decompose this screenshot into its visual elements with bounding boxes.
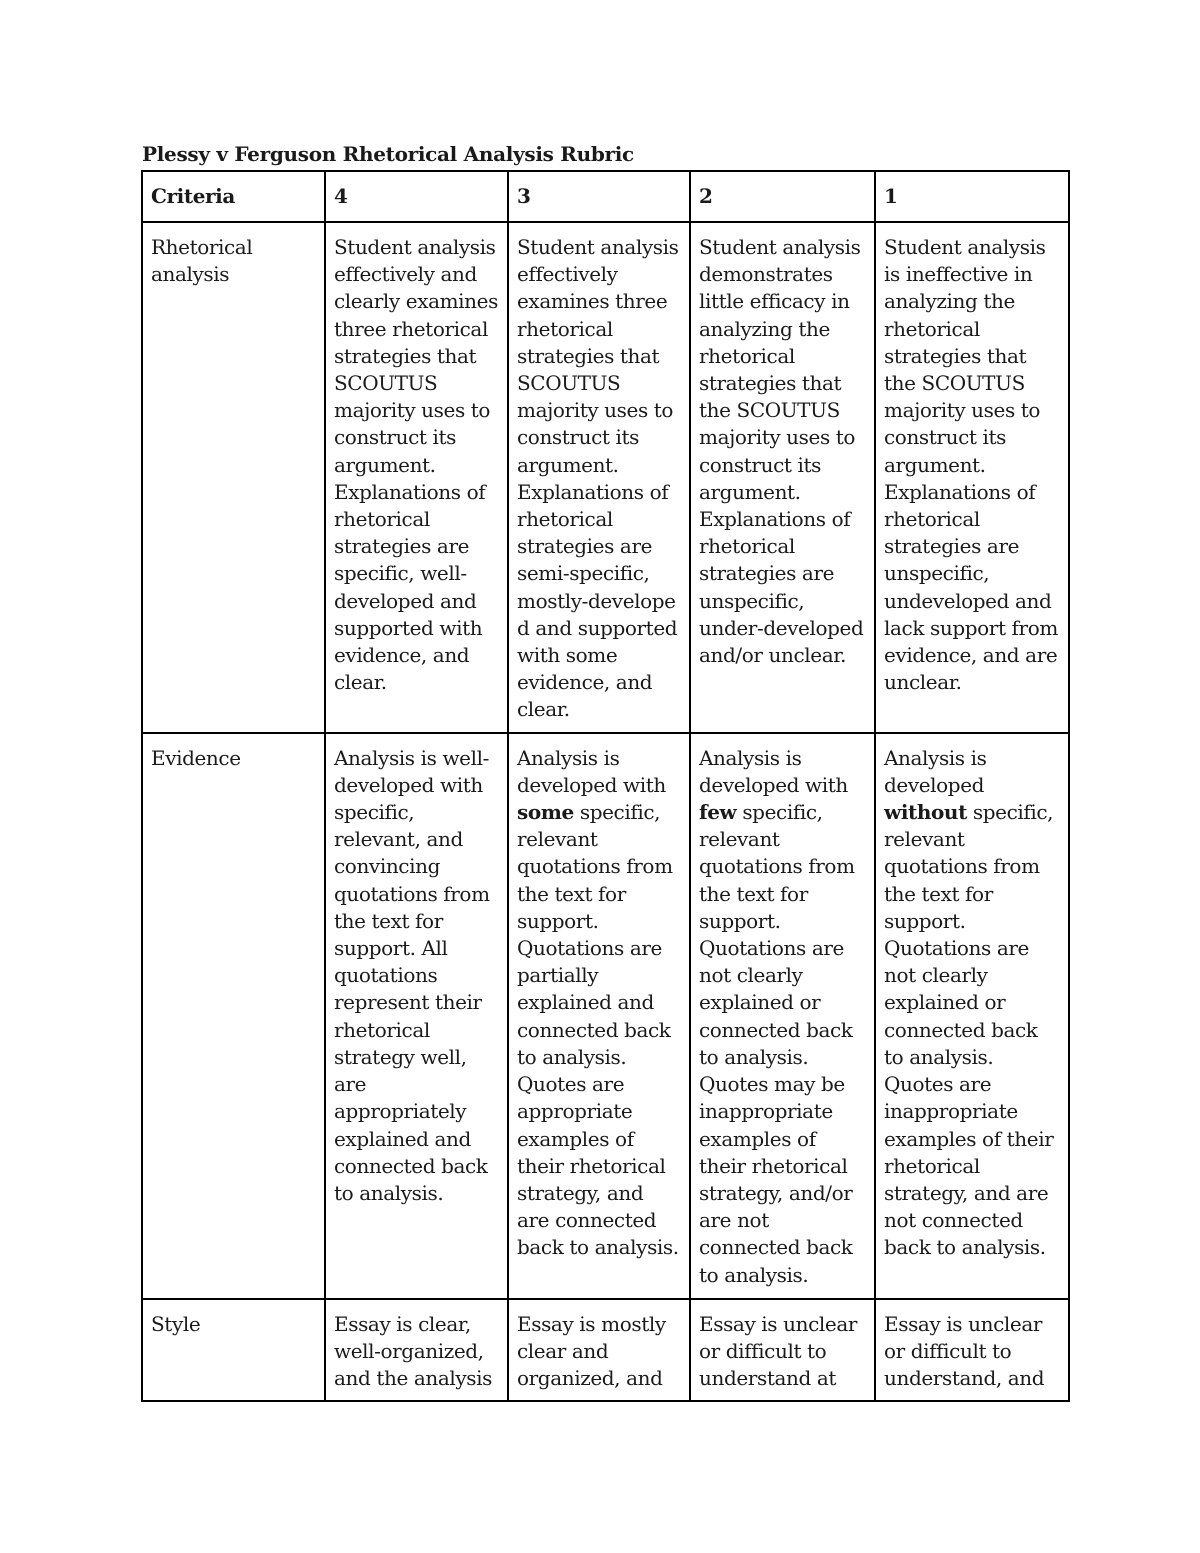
cell-text: specific, relevant quotations from the text for support. Quotations are not clearly explained or connected back to analysis. Quotes are inappropriate examples of their rhetorical strategy, and are not connected back to analysis. (884, 800, 1054, 1260)
cell-text: specific, relevant quotations from the text for support. Quotations are partially explained and connected back to analysis. Quotes are appropriate examples of their rhetorical strategy, and are connected back to analysis. (517, 800, 679, 1260)
header-score-3: 3 (508, 171, 690, 222)
cell-text: Analysis is developed with (699, 745, 848, 797)
emphasis-text: without (884, 800, 967, 825)
cell-text: Analysis is well-developed with specific, relevant, and convincing quotations from the text for support. All quotations represent their rhetorical strategy well, are appropriately explained and connected back to analysis. (334, 745, 490, 1205)
cell-text: Analysis is developed (884, 745, 987, 797)
table-row (142, 733, 1069, 1299)
cell-style-4: Essay is clear, well-organized, and the analysis (325, 1299, 508, 1402)
header-score-4: 4 (325, 171, 508, 222)
rubric-table (141, 170, 1070, 1402)
table-row (142, 222, 1069, 733)
cell-evidence-2 (690, 733, 875, 1299)
cell-rhetorical-1: Student analysis is ineffective in analyzing the rhetorical strategies that the SCOUTUS majority uses to construct its argument. Explanations of rhetorical strategies are unspecific, undeveloped and lack support from evidence, and are unclear. (875, 222, 1069, 733)
cell-evidence-4 (325, 733, 508, 1299)
header-row (142, 171, 1069, 222)
cell-rhetorical-2: Student analysis demonstrates little efficacy in analyzing the rhetorical strategies that the SCOUTUS majority uses to construct its argument. Explanations of rhetorical strategies are unspecific, under-developed and/or unclear. (690, 222, 875, 733)
cell-evidence-3 (508, 733, 690, 1299)
cell-text: specific, relevant quotations from the text for support. Quotations are not clearly explained or connected back to analysis. Quotes may be inappropriate examples of their rhetorical strategy, and/or are not connected back to analysis. (699, 800, 855, 1287)
cell-style-1: Essay is unclear or difficult to understand, and (875, 1299, 1069, 1402)
criterion-style: Style (142, 1299, 325, 1402)
cell-text: Analysis is developed with (517, 745, 666, 797)
table-row (142, 1299, 1069, 1402)
cell-style-2: Essay is unclear or difficult to understand at (690, 1299, 875, 1402)
cell-rhetorical-3: Student analysis effectively examines three rhetorical strategies that SCOUTUS majority uses to construct its argument. Explanations of rhetorical strategies are semi-specific, mostly-develope d and supported with some evidence, and clear. (508, 222, 690, 733)
criterion-rhetorical-analysis: Rhetorical analysis (142, 222, 325, 733)
criterion-evidence: Evidence (142, 733, 325, 1299)
header-score-2: 2 (690, 171, 875, 222)
page-title: Plessy v Ferguson Rhetorical Analysis Rubric (142, 142, 634, 166)
emphasis-text: some (517, 800, 574, 825)
cell-evidence-1 (875, 733, 1069, 1299)
cell-rhetorical-4: Student analysis effectively and clearly examines three rhetorical strategies that SCOUTUS majority uses to construct its argument. Explanations of rhetorical strategies are specific, well-developed and supported with evidence, and clear. (325, 222, 508, 733)
header-criteria: Criteria (142, 171, 325, 222)
header-score-1: 1 (875, 171, 1069, 222)
emphasis-text: few (699, 800, 737, 825)
cell-style-3: Essay is mostly clear and organized, and (508, 1299, 690, 1402)
